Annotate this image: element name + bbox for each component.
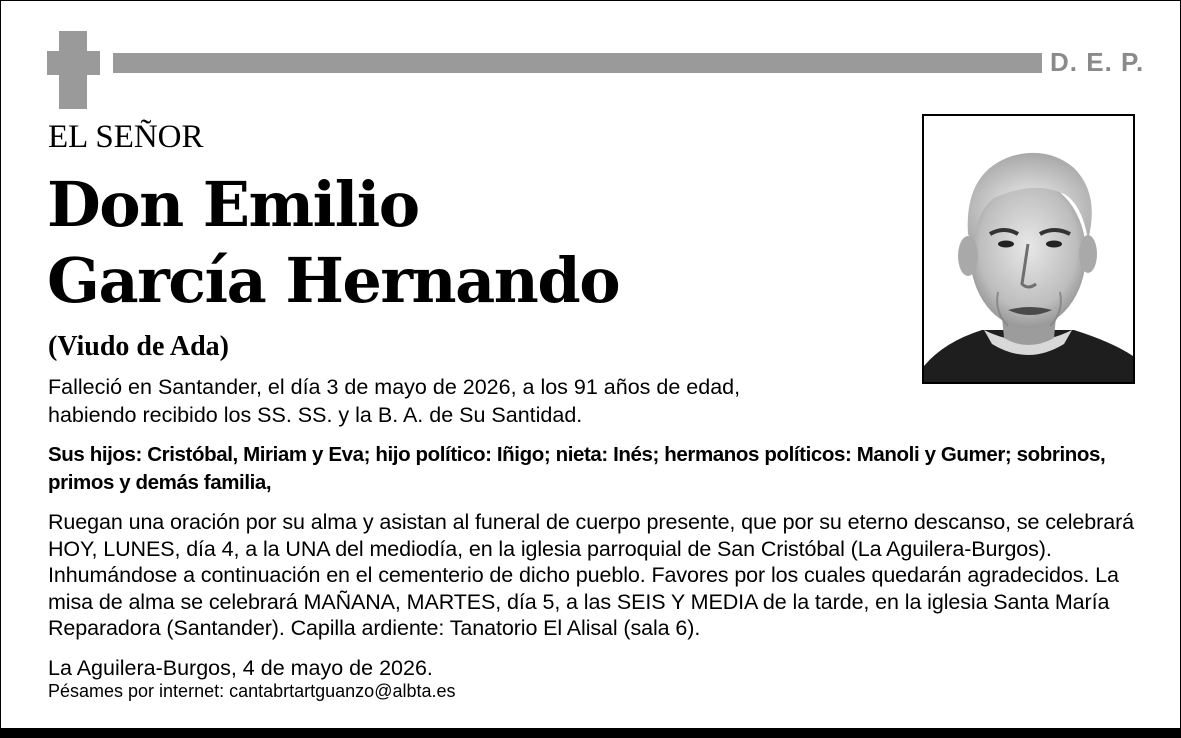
name-line-1: Don Emilio [47, 168, 419, 241]
widow-subtitle: (Viudo de Ada) [48, 331, 230, 362]
death-paragraph [48, 373, 868, 429]
dep-label: D. E. P. [1050, 47, 1145, 77]
funeral-paragraph: Ruegan una oración por su alma y asistan al funeral de cuerpo presente, que por su eterno descanso, se celebrará HOY, LUNES, día 4, a la UNA del mediodía, en la iglesia parroquial de San Cristóbal (La Aguilera-Burgos). Inhumándose a continuación en el cementerio de dicho pueblo. Favores por los cuales quedarán agradecidos. La misa de alma se celebrará MAÑANA, MARTES, día 5, a las SEIS Y MEDIA de la tarde, en la iglesia Santa María Reparadora (Santander). Capilla ardiente: Tanatorio El Alisal (sala 6). [48, 510, 1134, 640]
family-paragraph: Sus hijos: Cristóbal, Miriam y Eva; hijo político: Iñigo; nieta: Inés; hermanos políticos: Manoli y Gumer; sobrinos, primos y demás familia, [48, 443, 1106, 494]
name-line-2: García Hernando [47, 244, 620, 317]
title-prefix: EL SEÑOR [48, 119, 204, 155]
condolences-line: Pésames por internet: cantabrtartguanzo@albta.es [48, 681, 456, 701]
header-rule [113, 53, 1042, 73]
death-line-1: Falleció en Santander, el día 3 de mayo de 2026, a los 91 años de edad, [48, 375, 741, 399]
place-date: La Aguilera-Burgos, 4 de mayo de 2026. [48, 656, 433, 680]
deceased-name [47, 167, 619, 319]
portrait-photo-icon [922, 114, 1135, 384]
death-line-2: habiendo recibido los SS. SS. y la B. A. de Su Santidad. [48, 403, 583, 427]
